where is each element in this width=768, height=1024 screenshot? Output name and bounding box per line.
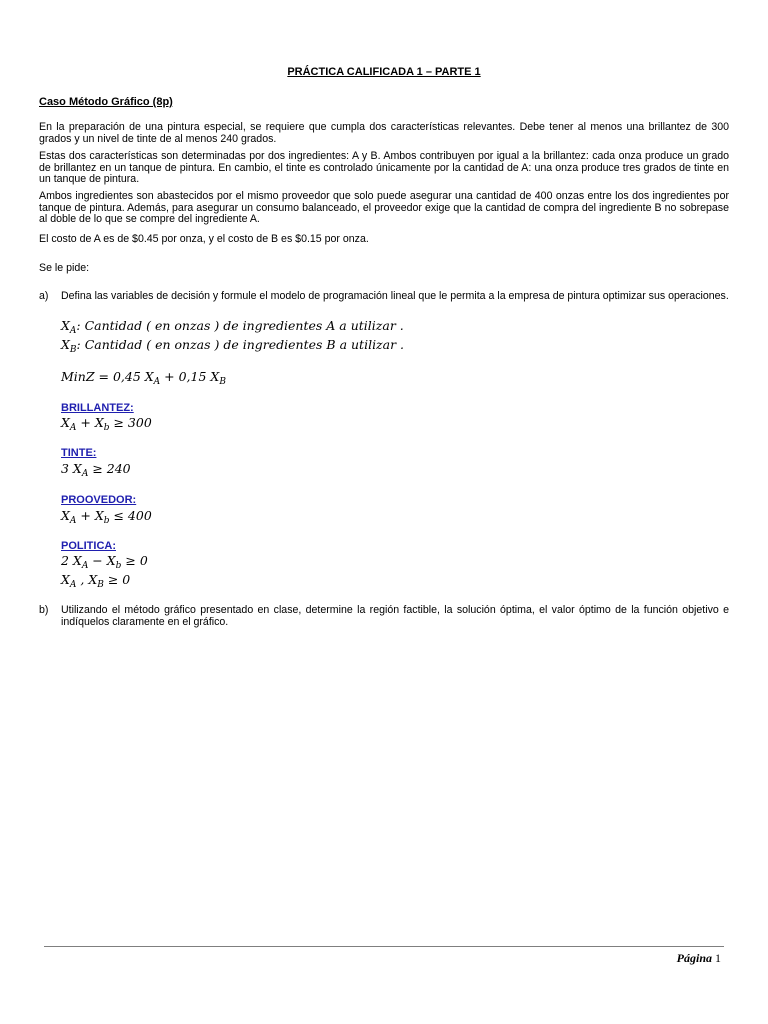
- question-b-label: b): [39, 604, 49, 616]
- constraint-heading-proveedor: PROOVEDOR:: [61, 494, 137, 506]
- objective-function: MinZ = 0,45 $X_A + 0,15$ $X_B$: [61, 369, 226, 387]
- page-title: PRÁCTICA CALIFICADA 1 – PARTE 1: [287, 66, 481, 78]
- question-b-text: Utilizando el método gráfico presentado en clase, determine la región factible, la solución óptima, el valor óptimo de la función objetivo e indíquelos claramente en el gráfico.: [61, 604, 729, 628]
- variable-xa-definition: $X_A$: Cantidad ( en onzas ) de ingredientes A a utilizar .: [61, 318, 404, 336]
- question-b: [39, 604, 729, 632]
- constraint-tinte: 3 $X_A \ge 240$: [61, 461, 131, 479]
- constraint-tinte-coef: 3: [61, 461, 69, 476]
- constraint-politica-coef: 2: [61, 553, 69, 568]
- problem-paragraph-2: Estas dos características son determinadas por dos ingredientes: A y B. Ambos contribuyen por igual a la brillantez: cada onza produce un grado de brillantez en un tanque de pintura. En cambio, el tinte es controlado únicamente por la cantidad de A: una onza produce tres grados de tinte en un tanque de pintura.: [39, 150, 729, 186]
- constraint-proveedor: $X_A + X_b \le 400$: [61, 508, 152, 526]
- problem-paragraph-1: En la preparación de una pintura especial, se requiere que cumpla dos características relevantes. Debe tener al menos una brillantez de 300 grados y un nivel de tinte de al menos 240 grados.: [39, 121, 729, 145]
- case-title: Caso Método Gráfico (8p): [39, 96, 173, 108]
- variable-xa-text: : Cantidad ( en onzas ) de ingredientes A a utilizar .: [76, 318, 404, 333]
- objective-mid: + 0,15: [164, 369, 207, 384]
- constraint-tinte-rhs: ≥ 240: [92, 461, 131, 476]
- objective-lhs: MinZ = 0,45: [61, 369, 141, 384]
- constraint-heading-brillantez: BRILLANTEZ:: [61, 402, 134, 414]
- question-a-text: Defina las variables de decisión y formule el modelo de programación lineal que le permita a la empresa de pintura optimizar sus operaciones.: [61, 290, 729, 302]
- page-label: Página: [676, 951, 712, 965]
- constraint-nonnegativity: $X_A$ , $X_B \ge 0$: [61, 572, 131, 590]
- question-a-label: a): [39, 290, 49, 302]
- question-intro: Se le pide:: [39, 262, 90, 274]
- question-a: [39, 290, 729, 304]
- constraint-heading-politica: POLITICA:: [61, 540, 116, 552]
- constraint-brillantez-rhs: ≥ 300: [113, 415, 152, 430]
- footer-divider: [44, 946, 724, 947]
- constraint-brillantez: $X_A + X_b \ge 300$: [61, 415, 152, 433]
- page-footer: [677, 951, 721, 966]
- problem-paragraph-4: El costo de A es de $0.45 por onza, y el costo de B es $0.15 por onza.: [39, 233, 369, 245]
- constraint-heading-tinte: TINTE:: [61, 447, 97, 459]
- problem-paragraph-3: Ambos ingredientes son abastecidos por el mismo proveedor que solo puede asegurar una cantidad de 400 onzas entre los dos ingredientes por tanque de pintura. Además, para asegurar un consumo balanceado, el proveedor exige que la cantidad de compra del ingrediente B no sobrepase al doble de lo que se compre del ingrediente A.: [39, 190, 729, 226]
- constraint-politica: 2 $X_A - X_b \ge 0$: [61, 553, 148, 571]
- variable-xb-definition: $X_B$: Cantidad ( en onzas ) de ingredientes B a utilizar .: [61, 337, 405, 355]
- constraint-nonneg-rhs: ≥ 0: [107, 572, 131, 587]
- constraint-politica-rhs: ≥ 0: [125, 553, 148, 568]
- page-number: 1: [715, 951, 721, 965]
- constraint-proveedor-rhs: ≤ 400: [113, 508, 152, 523]
- variable-xb-text: : Cantidad ( en onzas ) de ingredientes B a utilizar .: [76, 337, 405, 352]
